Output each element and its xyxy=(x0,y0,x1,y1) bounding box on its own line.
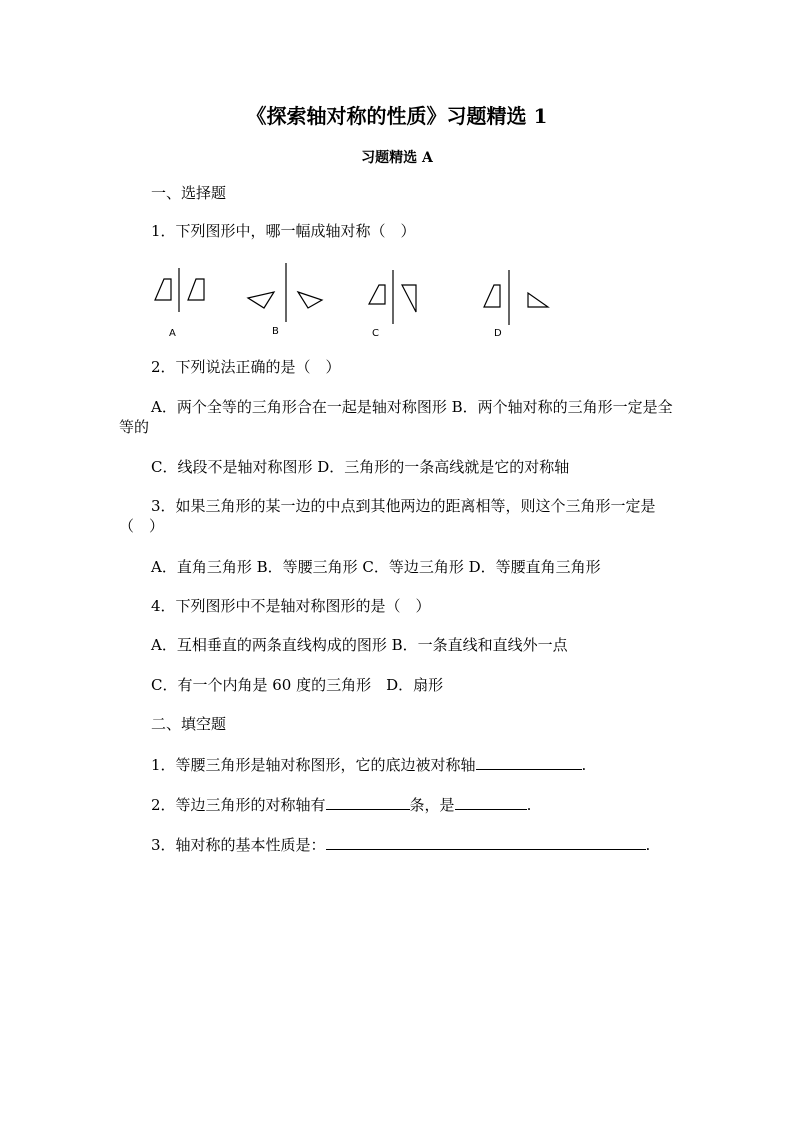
question-3-text: 3．如果三角形的某一边的中点到其他两边的距离相等，则这个三角形一定是（ ） xyxy=(119,497,656,535)
question-2-options-cd: C．线段不是轴对称图形 D．三角形的一条高线就是它的对称轴 xyxy=(151,458,570,476)
question-3-options: A．直角三角形 B．等腰三角形 C．等边三角形 D．等腰直角三角形 xyxy=(151,558,601,576)
question-4-options-cd: C．有一个内角是 60 度的三角形 D．扇形 xyxy=(151,676,444,694)
fill-question-2-end: . xyxy=(526,796,532,814)
figure-b-label: B xyxy=(272,326,279,337)
fill-question-2-text: 2．等边三角形的对称轴有 xyxy=(151,796,326,814)
fill-question-2-middle: 条，是 xyxy=(409,796,455,814)
question-4-text: 4．下列图形中不是轴对称图形的是（ ） xyxy=(151,597,431,615)
fill-question-3 xyxy=(151,834,650,855)
page-subtitle: 习题精选 A xyxy=(361,150,433,166)
fill-blank-3[interactable] xyxy=(326,834,646,850)
section-heading-choice: 一、选择题 xyxy=(151,184,227,202)
fill-question-2 xyxy=(151,794,531,815)
fill-question-3-end: . xyxy=(645,836,651,854)
question-2-text: 2．下列说法正确的是（ ） xyxy=(151,358,341,376)
question-2-options-ab: A．两个全等的三角形合在一起是轴对称图形 B．两个轴对称的三角形一定是全等的 xyxy=(119,398,673,436)
figure-c-label: C xyxy=(372,328,379,339)
section-heading-fill-blank: 二、填空题 xyxy=(151,715,227,733)
fill-question-1-end: . xyxy=(581,756,587,774)
question-1-text: 1．下列图形中，哪一幅成轴对称（ ） xyxy=(151,222,416,240)
figure-b xyxy=(248,263,322,322)
fill-question-3-text: 3．轴对称的基本性质是： xyxy=(151,836,326,854)
fill-blank-2b[interactable] xyxy=(455,794,527,810)
page-title: 《探索轴对称的性质》习题精选 1 xyxy=(246,104,548,128)
fill-question-1-text: 1．等腰三角形是轴对称图形，它的底边被对称轴 xyxy=(151,756,476,774)
figure-c xyxy=(369,270,416,324)
fill-question-1 xyxy=(151,754,586,775)
figure-d-label: D xyxy=(494,328,502,339)
figure-a xyxy=(155,268,204,312)
question-4-options-ab: A．互相垂直的两条直线构成的图形 B．一条直线和直线外一点 xyxy=(151,636,568,654)
fill-blank-2a[interactable] xyxy=(326,794,410,810)
figure-d xyxy=(484,270,548,325)
figure-a-label: A xyxy=(169,328,176,339)
fill-blank-1[interactable] xyxy=(476,754,582,770)
